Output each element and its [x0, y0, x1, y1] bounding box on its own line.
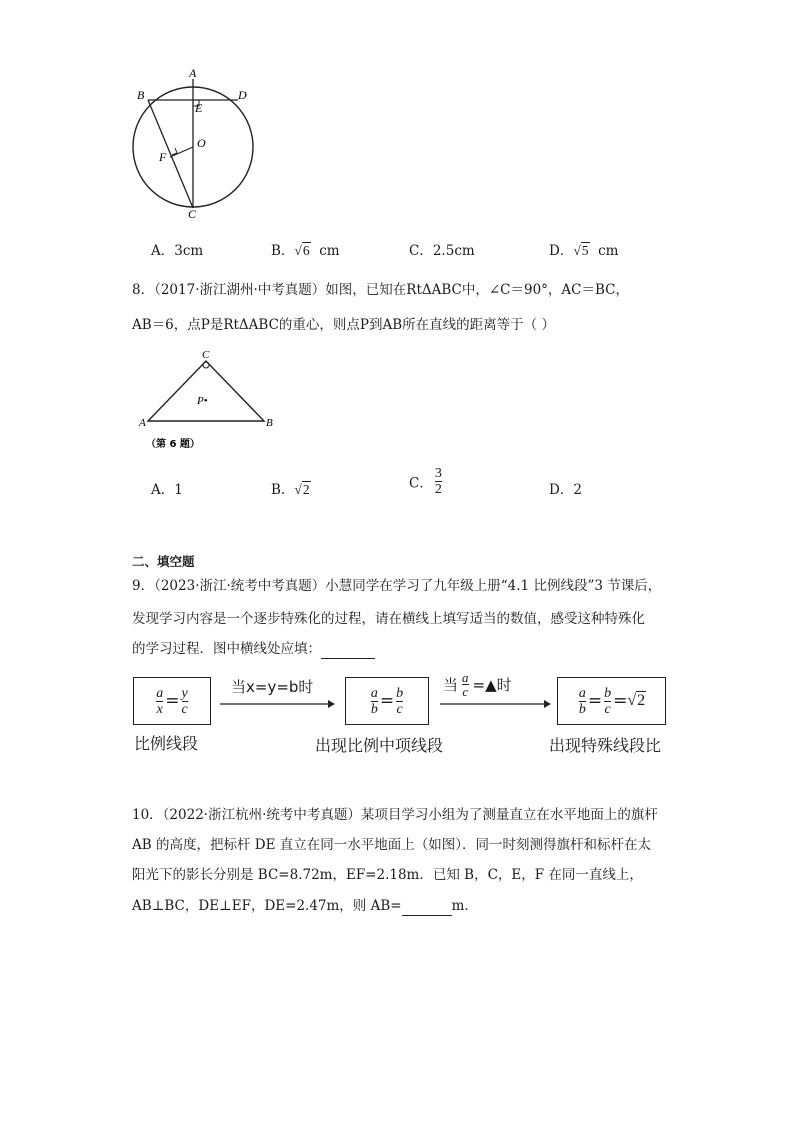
q10-line3: 阳光下的影长分别是 BC=8.72m，EF=2.18m．已知 B，C，E，F 在同一直线上， — [132, 867, 643, 883]
q8-line1: 8．（2017·浙江湖州·中考真题）如图，已知在RtΔABC中，∠C＝90°，AC＝BC， — [132, 282, 630, 298]
label-E: E — [195, 101, 203, 115]
q8-line2: AB＝6，点P是RtΔABC的重心，则点P到AB所在直线的距离等于（ ） — [132, 317, 555, 333]
section-heading: 二、填空题 — [132, 554, 195, 569]
q9-line2: 发现学习内容是一个逐步特殊化的过程，请在横线上填写适当的数值，感受这种特殊化 — [132, 611, 645, 627]
q9-line3: 的学习过程．图中横线处应填： — [132, 639, 375, 659]
arrow2 — [438, 698, 554, 710]
label-B: B — [137, 88, 145, 102]
box-mean-proportional: $\frac{a}{b}$ = $\frac{b}{c}$ — [345, 677, 429, 725]
q7-option-d[interactable]: D．√5 cm — [549, 243, 619, 259]
q8-option-b[interactable]: B．√2 — [271, 482, 310, 498]
circle-figure — [125, 65, 265, 220]
q9-line1: 9．（2023·浙江·统考中考真题）小慧同学在学习了九年级上册“4.1 比例线段”3 节课后， — [132, 578, 662, 594]
label-A: A — [139, 417, 146, 429]
q10-line2: AB 的高度，把标杆 DE 直立在同一水平地面上（如图）．同一时刻测得旗杆和标杆在太 — [132, 837, 651, 853]
caption-mean-proportional: 出现比例中项线段 — [315, 736, 444, 755]
label-B: B — [266, 417, 273, 429]
label-C: C — [188, 207, 197, 221]
q10-line4: AB⊥BC，DE⊥EF，DE=2.47m，则 AB= m． — [132, 898, 478, 914]
arrow2-label: 当 $\frac{a}{c}$ =▲时 — [443, 670, 512, 699]
q7-option-a[interactable]: A．3cm — [151, 243, 204, 259]
answer-blank[interactable] — [321, 644, 375, 659]
q7-option-b[interactable]: B．√6 cm — [271, 243, 340, 259]
q10-line1: 10．（2022·浙江杭州·统考中考真题）某项目学习小组为了测量直立在水平地面上的旗杆 — [132, 807, 658, 823]
q7-option-c[interactable]: C．2.5cm — [409, 243, 475, 259]
label-P: P• — [197, 395, 208, 407]
q8-option-d[interactable]: D．2 — [549, 482, 582, 498]
q8-option-c[interactable]: C． $\frac{3}{2}$ — [409, 466, 442, 497]
label-D: D — [238, 88, 247, 102]
caption-proportion: 比例线段 — [134, 734, 199, 753]
q8-option-a[interactable]: A．1 — [151, 482, 183, 498]
figure-caption: （第 6 题） — [146, 439, 200, 450]
answer-blank-ab[interactable] — [402, 901, 452, 916]
label-C: C — [202, 349, 210, 361]
box-proportion: $\frac{a}{x}$ = $\frac{y}{c}$ — [133, 677, 211, 725]
triangle-figure — [140, 348, 280, 453]
arrow1 — [218, 698, 336, 710]
box-special-ratio: $\frac{a}{b}$ = $\frac{b}{c}$ = √2 — [557, 677, 666, 725]
label-A: A — [189, 66, 197, 80]
label-F: F — [159, 150, 167, 164]
label-O: O — [197, 136, 206, 150]
caption-special-ratio: 出现特殊线段比 — [549, 736, 662, 755]
arrow1-label: 当x=y=b时 — [231, 678, 314, 696]
